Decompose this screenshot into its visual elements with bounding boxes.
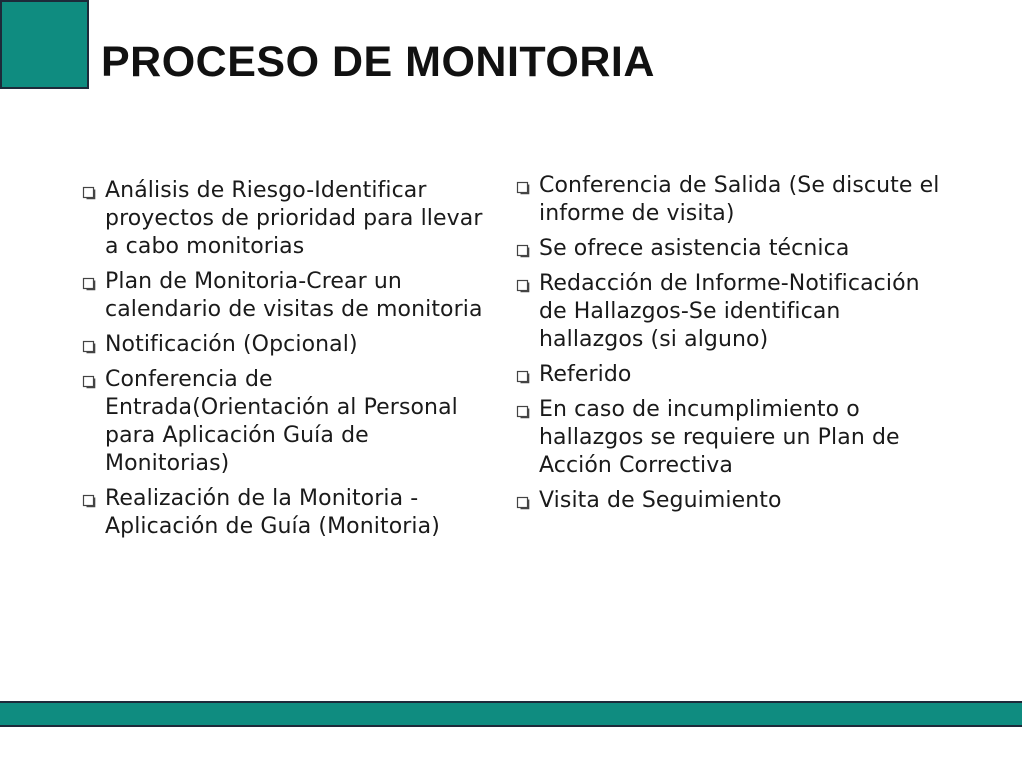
slide-title: PROCESO DE MONITORIA bbox=[101, 38, 655, 86]
hollow-square-bullet-icon bbox=[82, 275, 98, 291]
hollow-square-bullet-icon bbox=[516, 242, 532, 258]
list-item bbox=[512, 487, 942, 515]
hollow-square-bullet-icon bbox=[82, 373, 98, 389]
list-item bbox=[512, 396, 942, 480]
list-item-text: Conferencia de Entrada(Orientación al Personal para Aplicación Guía de Monitorias) bbox=[105, 367, 458, 476]
list-item-text: Notificación (Opcional) bbox=[105, 332, 358, 357]
left-bullet-list bbox=[78, 177, 498, 548]
hollow-square-bullet-icon bbox=[82, 492, 98, 508]
right-bullet-list bbox=[512, 172, 942, 522]
list-item-text: Redacción de Informe-Notificación de Hallazgos-Se identifican hallazgos (si alguno) bbox=[539, 271, 920, 352]
list-item-text: Análisis de Riesgo-Identificar proyectos de prioridad para llevar a cabo monitorias bbox=[105, 178, 483, 259]
list-item bbox=[78, 268, 498, 324]
hollow-square-bullet-icon bbox=[516, 277, 532, 293]
list-item-text: Realización de la Monitoria - Aplicación de Guía (Monitoria) bbox=[105, 486, 440, 539]
corner-accent-square bbox=[0, 0, 89, 89]
list-item-text: En caso de incumplimiento o hallazgos se requiere un Plan de Acción Correctiva bbox=[539, 397, 900, 478]
list-item-text: Se ofrece asistencia técnica bbox=[539, 236, 850, 261]
hollow-square-bullet-icon bbox=[516, 494, 532, 510]
list-item bbox=[512, 172, 942, 228]
list-item bbox=[78, 366, 498, 478]
list-item bbox=[78, 331, 498, 359]
list-item-text: Visita de Seguimiento bbox=[539, 488, 782, 513]
hollow-square-bullet-icon bbox=[82, 338, 98, 354]
list-item-text: Conferencia de Salida (Se discute el informe de visita) bbox=[539, 173, 940, 226]
list-item bbox=[78, 177, 498, 261]
list-item bbox=[512, 361, 942, 389]
hollow-square-bullet-icon bbox=[516, 403, 532, 419]
hollow-square-bullet-icon bbox=[516, 179, 532, 195]
hollow-square-bullet-icon bbox=[82, 184, 98, 200]
list-item-text: Referido bbox=[539, 362, 632, 387]
list-item bbox=[78, 485, 498, 541]
footer-accent-bar bbox=[0, 701, 1022, 727]
list-item-text: Plan de Monitoria-Crear un calendario de visitas de monitoria bbox=[105, 269, 483, 322]
list-item bbox=[512, 270, 942, 354]
list-item bbox=[512, 235, 942, 263]
hollow-square-bullet-icon bbox=[516, 368, 532, 384]
